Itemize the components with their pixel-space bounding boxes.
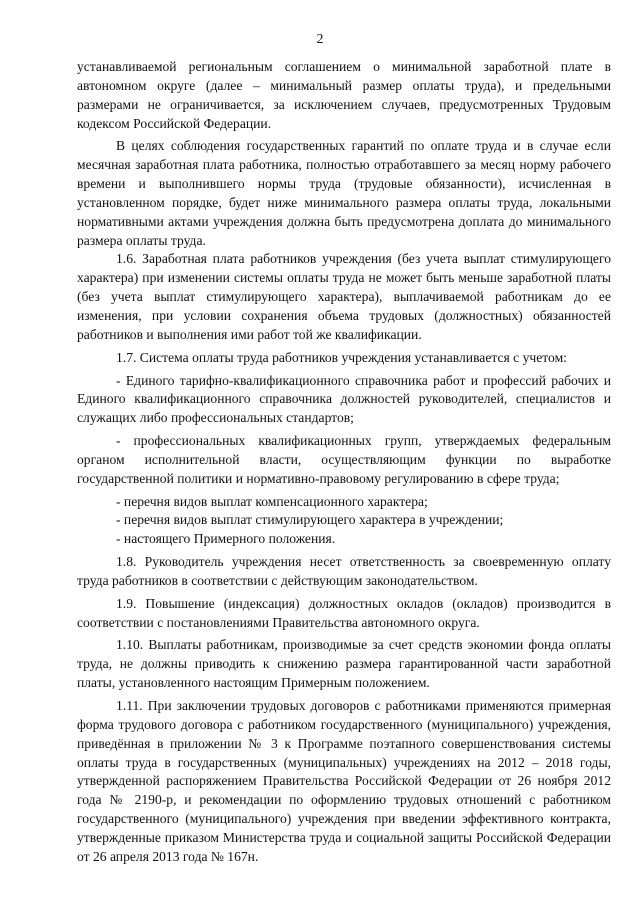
paragraph-1-11: 1.11. При заключении трудовых договоров с работниками применяются примерная форма трудового договора с работником государственного (муниципального) учреждения, приведённая в приложении № 3 к Программе поэтапного совершенствования системы оплаты труда в государственных (муниципальных) учреждениях на 2012 – 2018 годы, утвержденной распоряжением Правительства Российской Федерации от 26 ноября 2012 года № 2190-р, и рекомендации по оформлению трудовых отношений с работником государственного (муниципального) учреждения при введении эффективного контракта, утвержденные приказом Министерства труда и социальной защиты Российской Федерации от 26 апреля 2013 года № 167н. [77,698,611,864]
paragraph-1-6: 1.6. Заработная плата работников учреждения (без учета выплат стимулирующего характера) при изменении системы оплаты труда не может быть меньше заработной платы (без учета выплат стимулирующего характера), выплачиваемой работникам до ее изменения, при условии сохранения объема трудовых (должностных) обязанностей работников и выполнения ими работ той же квалификации. [77,251,611,342]
paragraph-1-8: 1.8. Руководитель учреждения несет ответственность за своевременную оплату труда работников в соответствии с действующим законодательством. [77,554,611,588]
paragraph-1-7: 1.7. Система оплаты труда работников учреждения устанавливается с учетом: [116,349,567,365]
page-number: 2 [316,32,324,47]
list-item-qualification-groups: - профессиональных квалификационных групп, утверждаемых федеральным органом исполнительной власти, осуществляющим функции по выработке государственной политики и нормативно-правовому регулированию в сфере труда; [77,433,611,486]
paragraph-continuation: устанавливаемой региональным соглашением о минимальной заработной плате в автономном округе (далее – минимальный размер оплаты труда), и предельными размерами не ограничивается, за исключением случаев, предусмотренных Трудовым кодексом Российской Федерации. [77,59,611,131]
list-item-compensation-payments: - перечня видов выплат компенсационного характера; [116,493,428,509]
list-item-tariff-handbook: - Единого тарифно-квалификационного справочника работ и профессий рабочих и Единого квалификационного справочника должностей руководителей, специалистов и служащих либо профессиональных стандартов; [77,372,611,426]
paragraph-1-9: 1.9. Повышение (индексация) должностных окладов (окладов) производится в соответствии с постановлениями Правительства автономного округа. [77,595,611,630]
list-item-incentive-payments: - перечня видов выплат стимулирующего характера в учреждении; [116,512,504,528]
document-body [77,58,611,867]
paragraph-1-10: 1.10. Выплаты работникам, производимые за счет средств экономии фонда оплаты труда, не должны приводить к снижению размера гарантированной части заработной платы, установленного настоящим Примерным положением. [77,637,611,691]
list-item-regulation: - настоящего Примерного положения. [116,531,336,547]
paragraph-minimum-wage-guarantee: В целях соблюдения государственных гарантий по оплате труда и в случае если месячная заработная плата работника, полностью отработавшего за месяц норму рабочего времени и выполнившего нормы труда (трудовые обязанности), исчисленная в установленном порядке, будет ниже минимального размера оплаты труда, локальными нормативными актами учреждения должна быть предусмотрена доплата до минимального размера оплаты труда. [77,138,611,248]
